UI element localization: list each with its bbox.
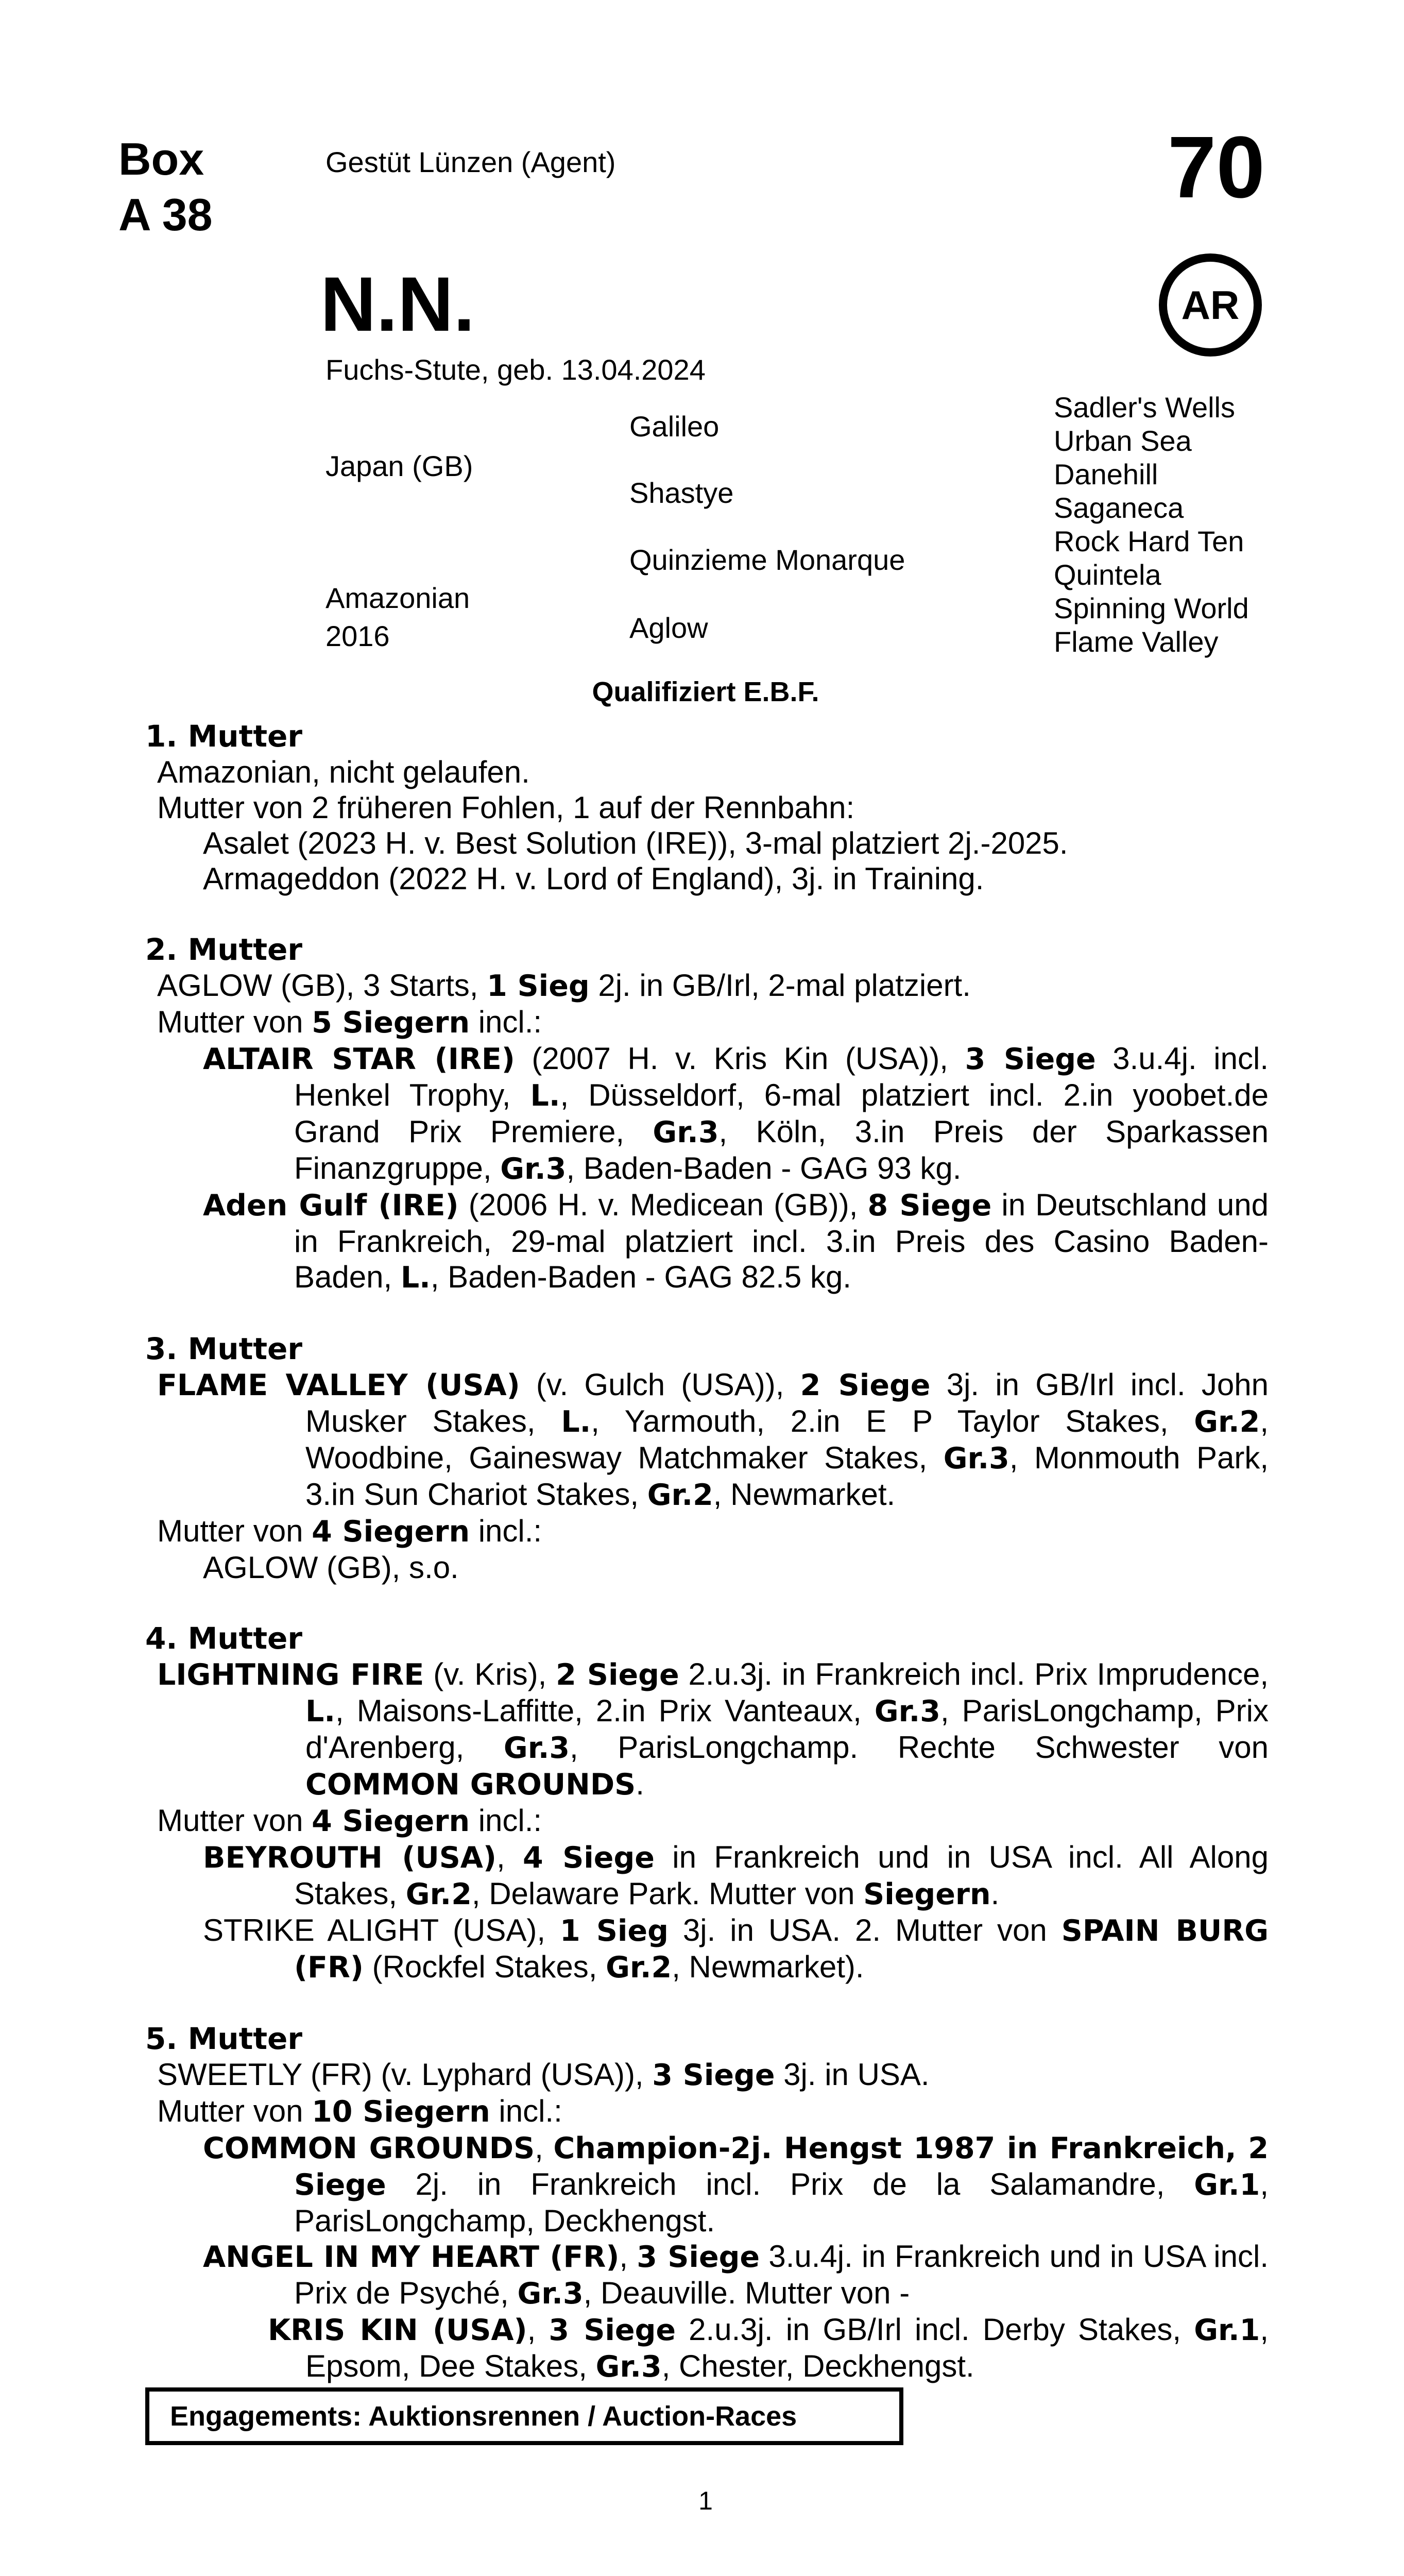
bold-text: Gr.2 — [1194, 1405, 1260, 1439]
text: , Woodbine, Gainesway Matchmaker Stakes, — [305, 1404, 1269, 1475]
pedigree-grandparent: Aglow — [629, 612, 708, 644]
text: AGLOW (GB), 3 Starts, — [157, 968, 487, 1003]
text: Amazonian, nicht gelaufen. — [157, 755, 530, 789]
pedigree-paragraph — [145, 1187, 1269, 1296]
pedigree-notes — [145, 719, 1269, 2420]
bold-text: 5 Siegern — [312, 1006, 470, 1040]
text: 2.u.3j. in Frankreich incl. Prix Imprudence, — [679, 1657, 1269, 1691]
text: , Chester, Deckhengst. — [661, 2349, 974, 2383]
section-heading: 4. Mutter — [145, 1621, 302, 1656]
pedigree-paragraph — [145, 2093, 1269, 2130]
section-heading: 5. Mutter — [145, 2021, 302, 2056]
text: AGLOW (GB), s.o. — [203, 1550, 459, 1585]
pedigree-paragraph — [145, 825, 1269, 861]
text: 2j. in Frankreich incl. Prix de la Salamandre, — [386, 2167, 1194, 2201]
pedigree-paragraph — [145, 1656, 1269, 1803]
bold-text: 2 Siege — [556, 1658, 679, 1692]
text: in Deutschland und in Frankreich, 29-mal platziert incl. 3.in Preis des Casino Baden-Baden, — [294, 1188, 1269, 1294]
bold-text: 3 Siege — [637, 2240, 760, 2274]
text: Mutter von — [157, 1803, 312, 1838]
text: 3j. in USA. 2. Mutter von — [668, 1913, 1061, 1947]
horse-description: Fuchs-Stute, geb. 13.04.2024 — [326, 353, 706, 386]
pedigree-paragraph — [145, 1803, 1269, 1839]
text: , — [619, 2239, 637, 2274]
bold-text: Gr.3 — [503, 1731, 570, 1765]
bold-text: Gr.3 — [943, 1442, 1009, 1476]
text: , Newmarket. — [713, 1477, 896, 1512]
text: 2j. in GB/Irl, 2-mal platziert. — [589, 968, 971, 1003]
dam-section — [145, 719, 1269, 896]
pedigree-paragraph — [145, 1004, 1269, 1041]
pedigree-sire: Japan (GB) — [326, 450, 473, 482]
text: , ParisLongchamp, Prix d'Arenberg, — [305, 1693, 1269, 1765]
bold-text: 2 Siege — [800, 1368, 931, 1402]
bold-text: Siegern — [863, 1877, 991, 1911]
text: . — [990, 1876, 1000, 1911]
pedigree-paragraph — [145, 790, 1269, 825]
bold-text: Gr.2 — [405, 1877, 472, 1911]
pedigree-paragraph — [145, 2057, 1269, 2093]
pedigree-paragraph — [145, 1912, 1269, 1986]
text: , Maisons-Laffitte, 2.in Prix Vanteaux, — [335, 1693, 875, 1728]
text: , Düsseldorf, 6-mal platziert incl. 2.in yoobet.de Grand Prix Premiere, — [294, 1078, 1269, 1149]
bold-text: FLAME VALLEY (USA) — [157, 1368, 520, 1402]
text: in Frankreich und in USA incl. All Along Stakes, — [294, 1840, 1269, 1911]
bold-text: Gr.3 — [874, 1694, 940, 1728]
text: Mutter von — [157, 1514, 312, 1548]
pedigree-paragraph — [145, 1550, 1269, 1585]
bold-text: 10 Siegern — [312, 2095, 490, 2129]
ar-badge-icon: AR — [1159, 253, 1262, 357]
text: (v. Gulch (USA)), — [520, 1367, 800, 1402]
bold-text: 4 Siegern — [312, 1515, 470, 1549]
text: STRIKE ALIGHT (USA), — [203, 1913, 560, 1947]
bold-text: COMMON GROUNDS — [305, 1768, 636, 1802]
text: (2007 H. v. Kris Kin (USA)), — [515, 1041, 965, 1076]
text: Mutter von — [157, 2094, 312, 2128]
section-heading: 2. Mutter — [145, 932, 302, 967]
bold-text: Gr.2 — [606, 1951, 672, 1985]
bold-text: L. — [400, 1261, 431, 1295]
bold-text: 4 Siegern — [312, 1804, 470, 1838]
text: (Rockfel Stakes, — [363, 1950, 606, 1984]
text: 3.u.4j. in Frankreich und in USA incl. Prix de Psyché, — [294, 2239, 1269, 2310]
text: , Newmarket). — [672, 1950, 864, 1984]
pedigree-grandparent: Shastye — [629, 477, 734, 509]
pedigree-paragraph — [145, 2130, 1269, 2239]
bold-text: BEYROUTH (USA) — [203, 1841, 496, 1875]
bold-text: Gr.3 — [595, 2350, 662, 2384]
lot-number: 70 — [1167, 118, 1265, 216]
text: incl.: — [470, 1803, 542, 1838]
bold-text: 8 Siege — [867, 1189, 992, 1223]
bold-text: 1 Sieg — [560, 1914, 669, 1948]
text: , Yarmouth, 2.in E P Taylor Stakes, — [591, 1404, 1194, 1438]
text: incl.: — [470, 1514, 542, 1548]
text: SWEETLY (FR) (v. Lyphard (USA)), — [157, 2057, 653, 2092]
section-heading: 3. Mutter — [145, 1331, 302, 1366]
text: 2.u.3j. in GB/Irl incl. Derby Stakes, — [676, 2312, 1194, 2347]
engagements-box: Engagements: Auktionsrennen / Auction-Races — [145, 2387, 903, 2445]
bold-text: ANGEL IN MY HEART (FR) — [203, 2240, 620, 2274]
pedigree-paragraph — [145, 1839, 1269, 1912]
dam-section — [145, 2021, 1269, 2385]
text: , Baden-Baden - GAG 93 kg. — [566, 1151, 962, 1185]
bold-text: Champion-2j. Hengst 1987 in Frankreich, 2 Siege — [294, 2131, 1269, 2202]
bold-text: KRIS KIN (USA) — [268, 2313, 527, 2347]
pedigree-paragraph — [145, 2312, 1269, 2385]
bold-text: COMMON GROUNDS — [203, 2131, 535, 2165]
pedigree-dam-year: 2016 — [326, 620, 390, 652]
bold-text: Aden Gulf (IRE) — [203, 1189, 459, 1223]
bold-text: 3 Siege — [965, 1042, 1096, 1076]
text: , Baden-Baden - GAG 82.5 kg. — [430, 1260, 851, 1294]
pedigree-paragraph — [145, 968, 1269, 1004]
text: , Epsom, Dee Stakes, — [305, 2312, 1269, 2383]
text: , — [535, 2130, 554, 2165]
dam-section — [145, 932, 1269, 1296]
pedigree-paragraph — [145, 1513, 1269, 1550]
pedigree-great-grandparents: Sadler's Wells Urban Sea Danehill Saganeca Rock Hard Ten Quintela Spinning World Flame Valley — [1054, 391, 1249, 658]
pedigree-paragraph — [145, 861, 1269, 896]
text: Mutter von 2 früheren Fohlen, 1 auf der Rennbahn: — [157, 790, 855, 825]
text: , ParisLongchamp. Rechte Schwester von — [570, 1730, 1269, 1765]
text: , Delaware Park. Mutter von — [471, 1876, 864, 1911]
text: , — [496, 1840, 523, 1874]
bold-text: Gr.3 — [653, 1115, 719, 1149]
pedigree-grandparent: Quinzieme Monarque — [629, 544, 905, 576]
text: , Deauville. Mutter von - — [583, 2276, 910, 2310]
text: . — [636, 1767, 644, 1801]
text: Armageddon (2022 H. v. Lord of England), 3j. in Training. — [203, 861, 984, 896]
bold-text: L. — [561, 1405, 591, 1439]
dam-section — [145, 1621, 1269, 1986]
bold-text: Gr.1 — [1194, 2168, 1260, 2202]
dam-section — [145, 1331, 1269, 1585]
bold-text: Gr.3 — [500, 1152, 567, 1186]
bold-text: 3 Siege — [549, 2313, 676, 2347]
bold-text: SPAIN BURG (FR) — [294, 1914, 1269, 1985]
page-number: 1 — [698, 2486, 713, 2515]
horse-name: N.N. — [320, 261, 475, 347]
pedigree-paragraph — [145, 2239, 1269, 2312]
consignor: Gestüt Lünzen (Agent) — [326, 146, 616, 178]
pedigree-paragraph — [145, 1041, 1269, 1187]
box-label: Box A 38 — [118, 133, 213, 240]
text: , ParisLongchamp, Deckhengst. — [294, 2167, 1269, 2238]
pedigree-dam: Amazonian — [326, 582, 470, 614]
bold-text: Gr.1 — [1194, 2313, 1260, 2347]
bold-text: L. — [305, 1694, 335, 1728]
bold-text: 4 Siege — [523, 1841, 655, 1875]
section-heading: 1. Mutter — [145, 719, 302, 754]
text: , — [527, 2312, 549, 2347]
text: Asalet (2023 H. v. Best Solution (IRE)), 3-mal platziert 2j.-2025. — [203, 826, 1068, 860]
qualification: Qualifiziert E.B.F. — [592, 676, 819, 707]
bold-text: Gr.3 — [517, 2277, 584, 2311]
text: incl.: — [490, 2094, 562, 2128]
bold-text: 3 Siege — [652, 2058, 775, 2092]
text: 3j. in GB/Irl incl. John Musker Stakes, — [305, 1367, 1269, 1438]
text: incl.: — [470, 1005, 542, 1039]
pedigree-paragraph — [145, 1367, 1269, 1513]
pedigree-paragraph — [145, 754, 1269, 790]
text: , Monmouth Park, 3.in Sun Chariot Stakes, — [305, 1440, 1269, 1512]
text: Mutter von — [157, 1005, 312, 1039]
text: 3j. in USA. — [775, 2057, 930, 2092]
bold-text: LIGHTNING FIRE — [157, 1658, 424, 1692]
bold-text: ALTAIR STAR (IRE) — [203, 1042, 515, 1076]
bold-text: L. — [530, 1079, 560, 1113]
pedigree-grandparent: Galileo — [629, 410, 720, 443]
text: (v. Kris), — [424, 1657, 556, 1691]
text: 3.u.4j. incl. Henkel Trophy, — [294, 1041, 1269, 1112]
bold-text: Gr.2 — [647, 1478, 713, 1512]
bold-text: 1 Sieg — [487, 969, 590, 1003]
text: (2006 H. v. Medicean (GB)), — [458, 1188, 868, 1222]
text: , Köln, 3.in Preis der Sparkassen Finanzgruppe, — [294, 1114, 1269, 1185]
